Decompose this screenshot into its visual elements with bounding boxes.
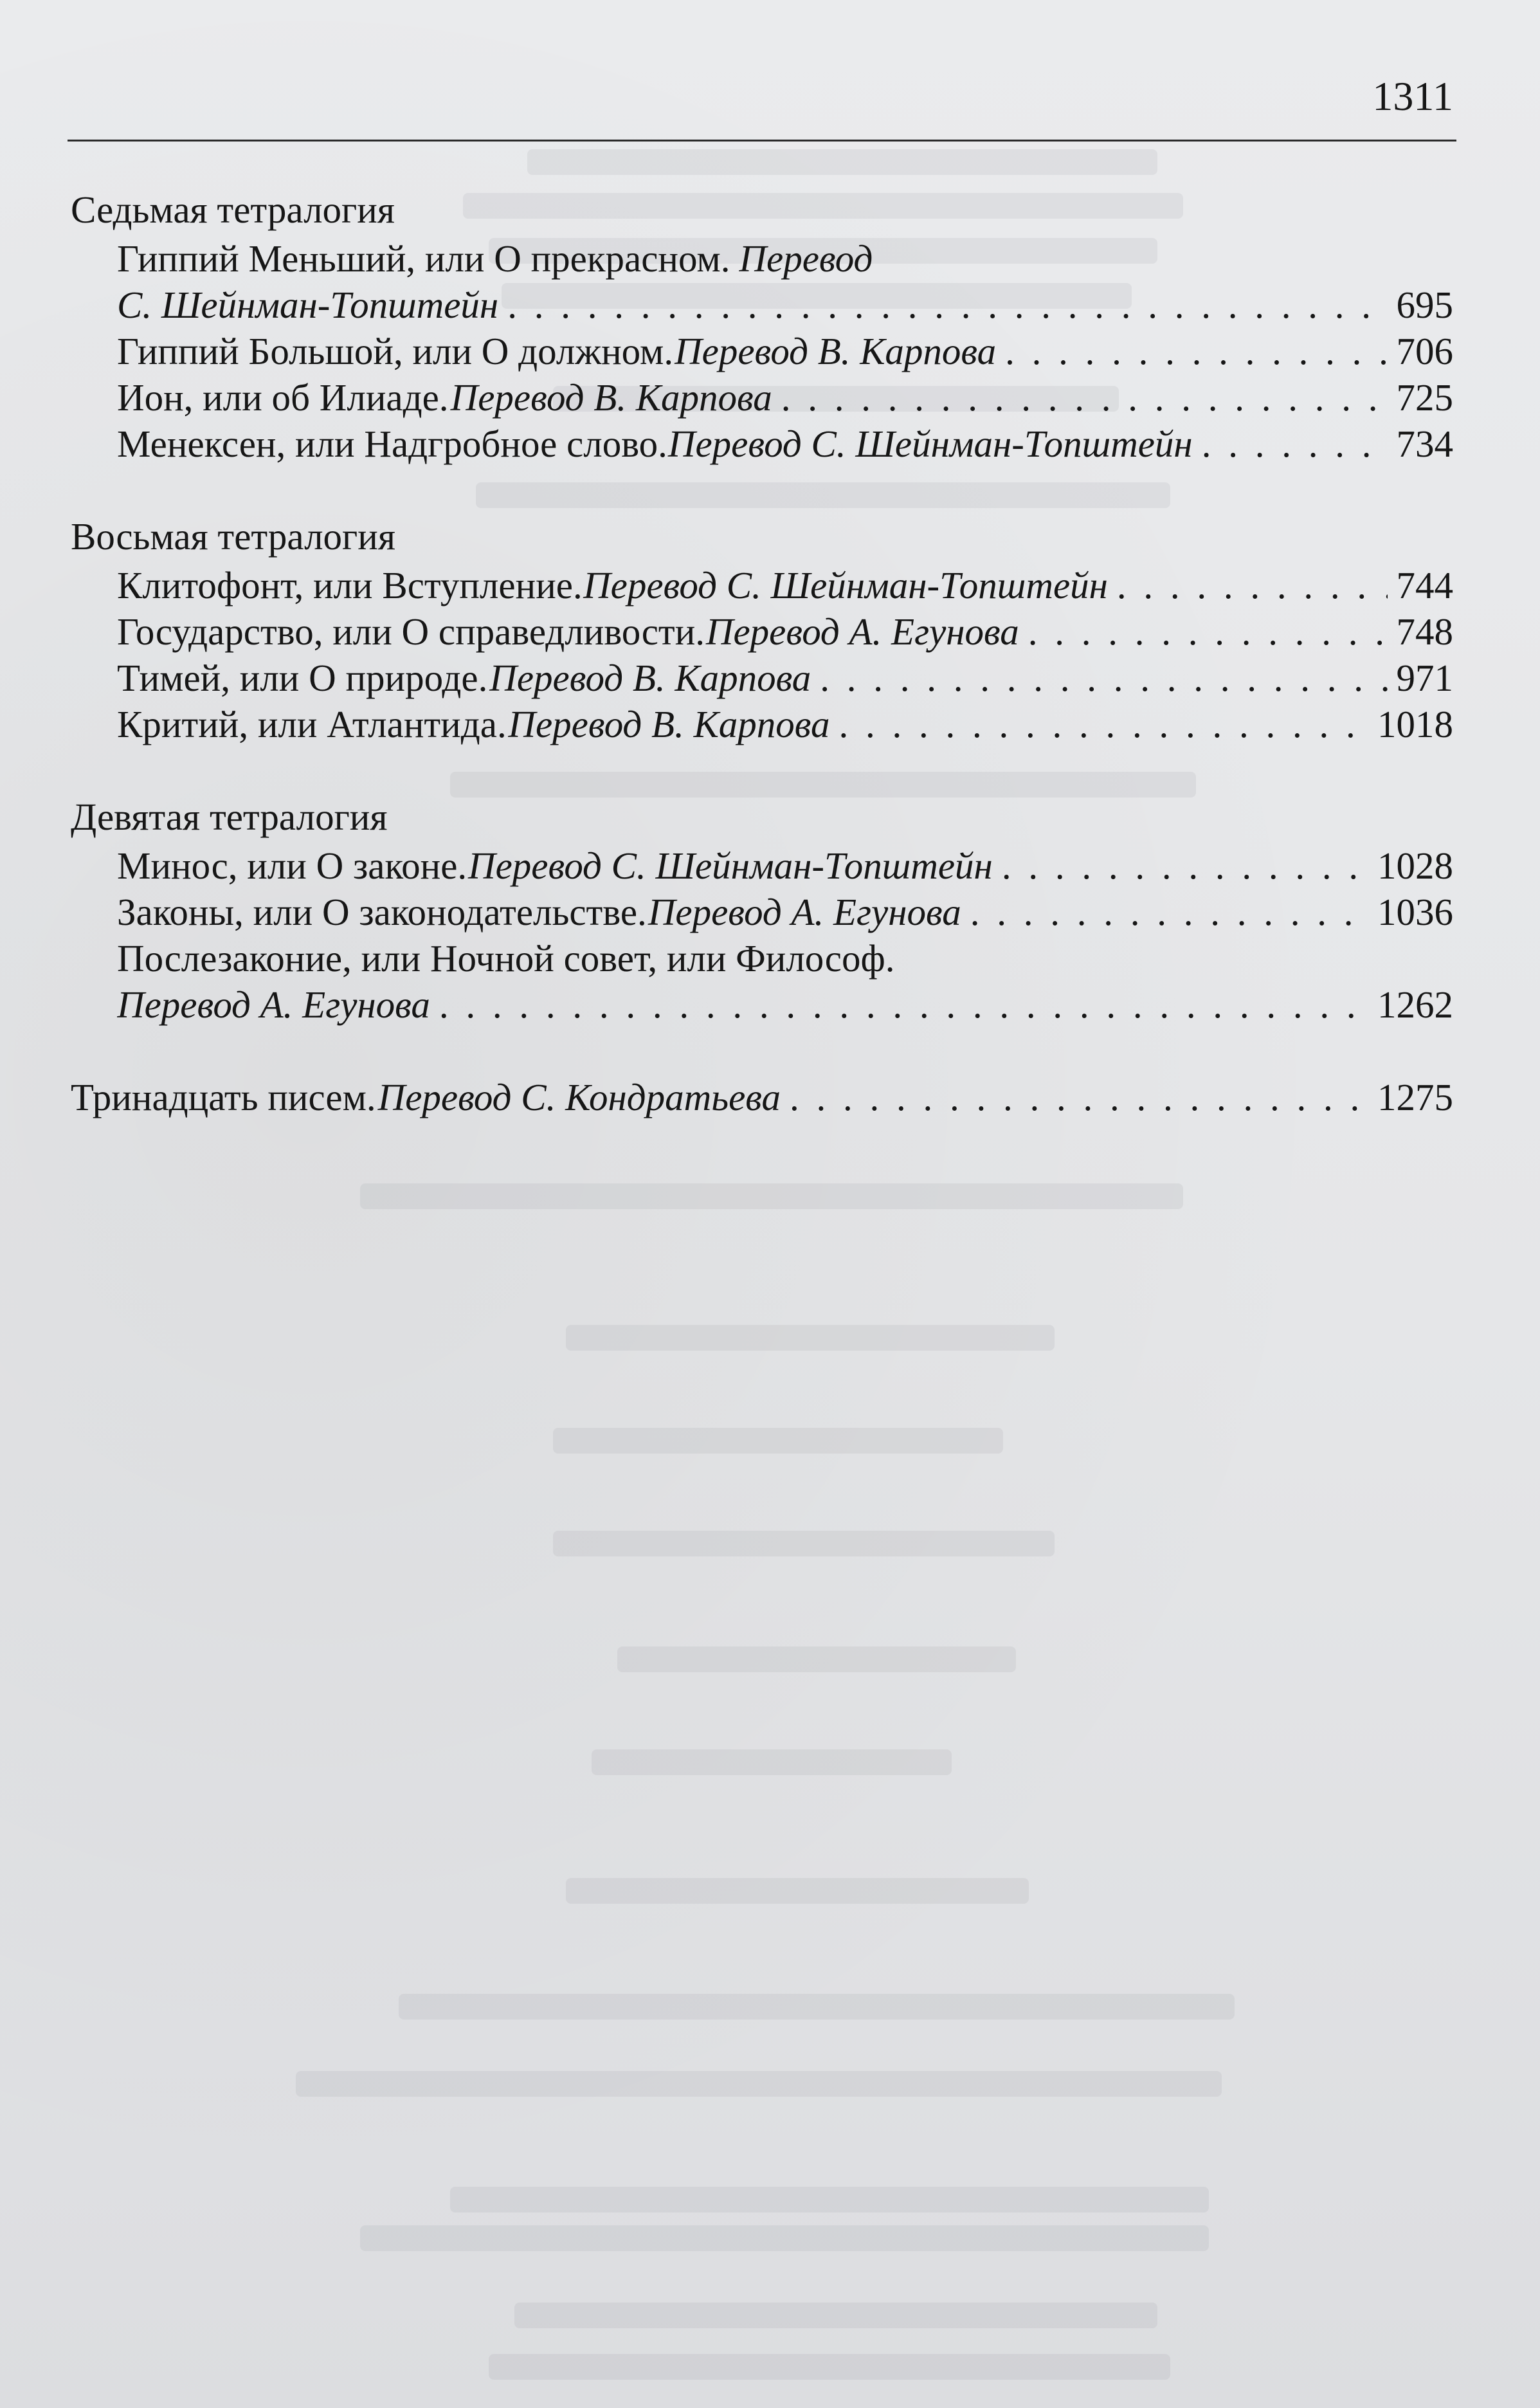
toc-section [71,1074,1453,1120]
leader-dots [507,282,1387,328]
entry-title: Тринадцать писем. [71,1076,376,1118]
toc-entry [71,235,1453,328]
section-title: Девятая тетралогия [71,796,388,838]
entry-translator: Перевод В. Карпова [508,703,830,745]
toc-line [117,935,1453,981]
toc-line [117,374,1453,421]
toc-section [71,187,1453,467]
toc-entry [71,655,1453,701]
leader-dots [439,981,1368,1028]
toc-entry [71,562,1453,608]
entry-title: Гиппий Меньший, или О прекрасном. [117,237,730,280]
entry-page: 734 [1396,423,1453,465]
entry-translator: Перевод С. Шейнман-Топштейн [667,423,1193,465]
toc-line [117,421,1453,467]
toc-entry [71,374,1453,421]
entry-translator: Перевод [739,237,873,280]
leader-dots [1002,843,1368,889]
toc-line [117,701,1453,747]
leader-dots [1117,562,1388,608]
entry-page: 744 [1396,564,1453,607]
entry-translator: Перевод А. Егунова [648,891,961,933]
leader-dots [970,889,1368,935]
entry-title: Менексен, или Надгробное слово. [117,423,667,465]
entry-translator: Перевод В. Карпова [675,330,997,372]
toc-line [117,608,1453,655]
toc-line [71,1074,1453,1120]
leader-dots [1202,421,1388,467]
entry-page: 706 [1396,330,1453,372]
toc-entry [71,889,1453,935]
toc-entry [71,328,1453,374]
toc-entry [71,608,1453,655]
leader-dots [1028,608,1388,655]
entry-translator: Перевод А. Егунова [117,983,430,1026]
toc-line [117,981,1453,1028]
entry-page: 748 [1396,610,1453,653]
section-title: Восьмая тетралогия [71,515,395,558]
toc-line [117,655,1453,701]
toc-entry [71,843,1453,889]
toc-entry [71,421,1453,467]
entry-translator: Перевод С. Шейнман-Топштейн [468,844,993,887]
entry-title: Законы, или О законодательстве. [117,891,647,933]
entry-title: Тимей, или О природе. [117,657,488,699]
toc-line [117,328,1453,374]
entry-page: 1028 [1377,844,1453,887]
leader-dots [838,701,1368,747]
entry-title: Критий, или Атлантида. [117,703,507,745]
entry-translator: Перевод А. Егунова [705,610,1019,653]
table-of-contents [71,187,1453,1167]
toc-entry [71,701,1453,747]
entry-translator: Перевод В. Карпова [489,657,811,699]
entry-page: 725 [1396,376,1453,419]
entry-translator: Перевод С. Кондратьева [377,1076,781,1118]
entry-translator: С. Шейнман-Топштейн [117,284,499,326]
toc-line [117,889,1453,935]
leader-dots [820,655,1387,701]
entry-translator: Перевод С. Шейнман-Топштейн [583,564,1108,607]
entry-title: Ион, или об Илиаде. [117,376,449,419]
entry-page: 1275 [1377,1076,1453,1118]
page-number: 1311 [1372,73,1453,119]
entry-translator: Перевод В. Карпова [450,376,772,419]
toc-line [117,235,1453,282]
entry-title: Послезаконие, или Ночной совет, или Философ. [117,937,895,980]
entry-title: Государство, или О справедливости. [117,610,705,653]
entry-title: Клитофонт, или Вступление. [117,564,583,607]
entry-page: 1036 [1377,891,1453,933]
entry-title: Минос, или О законе. [117,844,467,887]
toc-line [117,843,1453,889]
entry-page: 695 [1396,284,1453,326]
entry-page: 1018 [1377,703,1453,745]
toc-section [71,794,1453,1028]
entry-title: Гиппий Большой, или О должном. [117,330,674,372]
toc-line [117,562,1453,608]
section-title: Седьмая тетралогия [71,188,395,231]
entry-page: 1262 [1377,983,1453,1026]
leader-dots [781,374,1388,421]
leader-dots [790,1074,1368,1120]
toc-section [71,513,1453,747]
header-rule [68,140,1456,141]
leader-dots [1005,328,1387,374]
entry-page: 971 [1396,657,1453,699]
toc-entry [71,935,1453,1028]
toc-line [117,282,1453,328]
